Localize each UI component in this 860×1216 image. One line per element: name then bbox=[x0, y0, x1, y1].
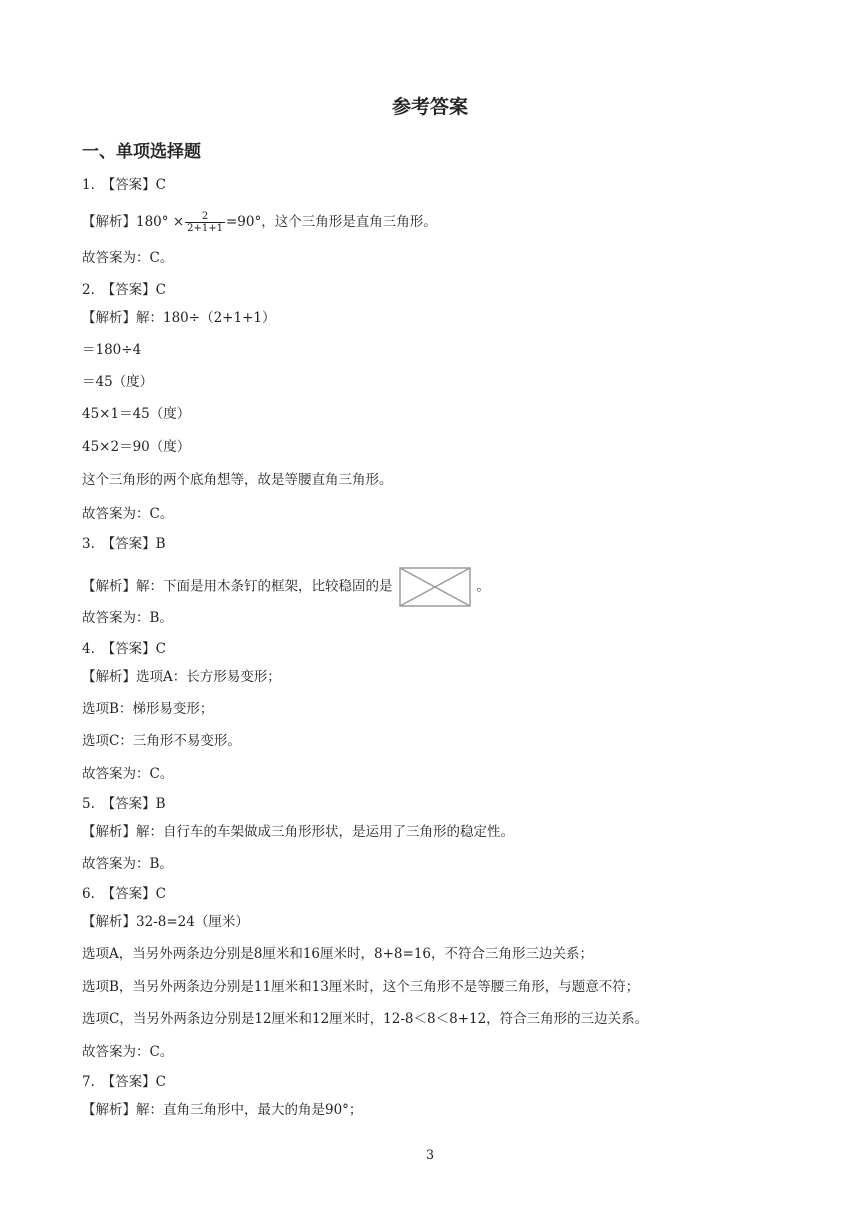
fraction bbox=[185, 211, 225, 234]
braced-frame-figure bbox=[399, 567, 471, 607]
q7-answer: 7. 【答案】C bbox=[82, 1074, 166, 1090]
q2-line: 45×2＝90（度） bbox=[82, 439, 191, 455]
q2-conclusion: 故答案为：C。 bbox=[82, 506, 174, 522]
q3-analysis bbox=[82, 567, 490, 607]
q4-line: 选项B：梯形易变形； bbox=[82, 701, 214, 717]
fraction-denominator: 2+1+1 bbox=[187, 223, 223, 234]
q6-line: 选项A，当另外两条边分别是8厘米和16厘米时，8+8=16，不符合三角形三边关系； bbox=[82, 946, 593, 962]
q2-line: ＝180÷4 bbox=[82, 342, 142, 358]
q3-answer: 3. 【答案】B bbox=[82, 536, 166, 552]
q1-answer: 1. 【答案】C bbox=[82, 177, 166, 193]
q7-line: 【解析】解：直角三角形中，最大的角是90°； bbox=[82, 1102, 363, 1118]
fraction-numerator: 2 bbox=[185, 211, 225, 223]
q6-conclusion: 故答案为：C。 bbox=[82, 1044, 174, 1060]
q5-line: 【解析】解：自行车的车架做成三角形形状，是运用了三角形的稳定性。 bbox=[82, 824, 514, 840]
q1-analysis bbox=[82, 211, 437, 234]
q6-line: 选项C，当另外两条边分别是12厘米和12厘米时，12-8＜8＜8+12，符合三角形的三边关系。 bbox=[82, 1011, 649, 1027]
q3-analysis-suffix: 。 bbox=[476, 578, 490, 595]
q4-line: 选项C：三角形不易变形。 bbox=[82, 733, 241, 749]
braced-rectangle-icon bbox=[399, 567, 471, 607]
q3-analysis-prefix: 【解析】解：下面是用木条钉的框架，比较稳固的是 bbox=[82, 578, 393, 595]
q2-line: 这个三角形的两个底角想等，故是等腰直角三角形。 bbox=[82, 472, 393, 488]
q1-analysis-prefix: 【解析】180° bbox=[82, 214, 169, 230]
q5-answer: 5. 【答案】B bbox=[82, 796, 166, 812]
q6-answer: 6. 【答案】C bbox=[82, 886, 166, 902]
q1-times-sign: × bbox=[172, 214, 185, 230]
page-number: 3 bbox=[425, 1148, 435, 1163]
q1-conclusion: 故答案为：C。 bbox=[82, 250, 174, 266]
q1-analysis-suffix: =90°，这个三角形是直角三角形。 bbox=[226, 214, 437, 230]
q2-line: 【解析】解：180÷（2+1+1） bbox=[82, 310, 276, 326]
section-heading: 一、单项选择题 bbox=[82, 142, 201, 162]
q2-line: ＝45（度） bbox=[82, 374, 154, 390]
q2-line: 45×1＝45（度） bbox=[82, 406, 191, 422]
q4-line: 【解析】选项A：长方形易变形； bbox=[82, 669, 281, 685]
q6-line: 选项B，当另外两条边分别是11厘米和13厘米时，这个三角形不是等腰三角形，与题意不符； bbox=[82, 979, 640, 995]
q4-conclusion: 故答案为：C。 bbox=[82, 766, 174, 782]
q3-conclusion: 故答案为：B。 bbox=[82, 610, 173, 626]
q2-answer: 2. 【答案】C bbox=[82, 282, 166, 298]
q5-conclusion: 故答案为：B。 bbox=[82, 856, 173, 872]
page-title: 参考答案 bbox=[391, 96, 468, 118]
q4-answer: 4. 【答案】C bbox=[82, 641, 166, 657]
q6-line: 【解析】32-8=24（厘米） bbox=[82, 914, 249, 930]
